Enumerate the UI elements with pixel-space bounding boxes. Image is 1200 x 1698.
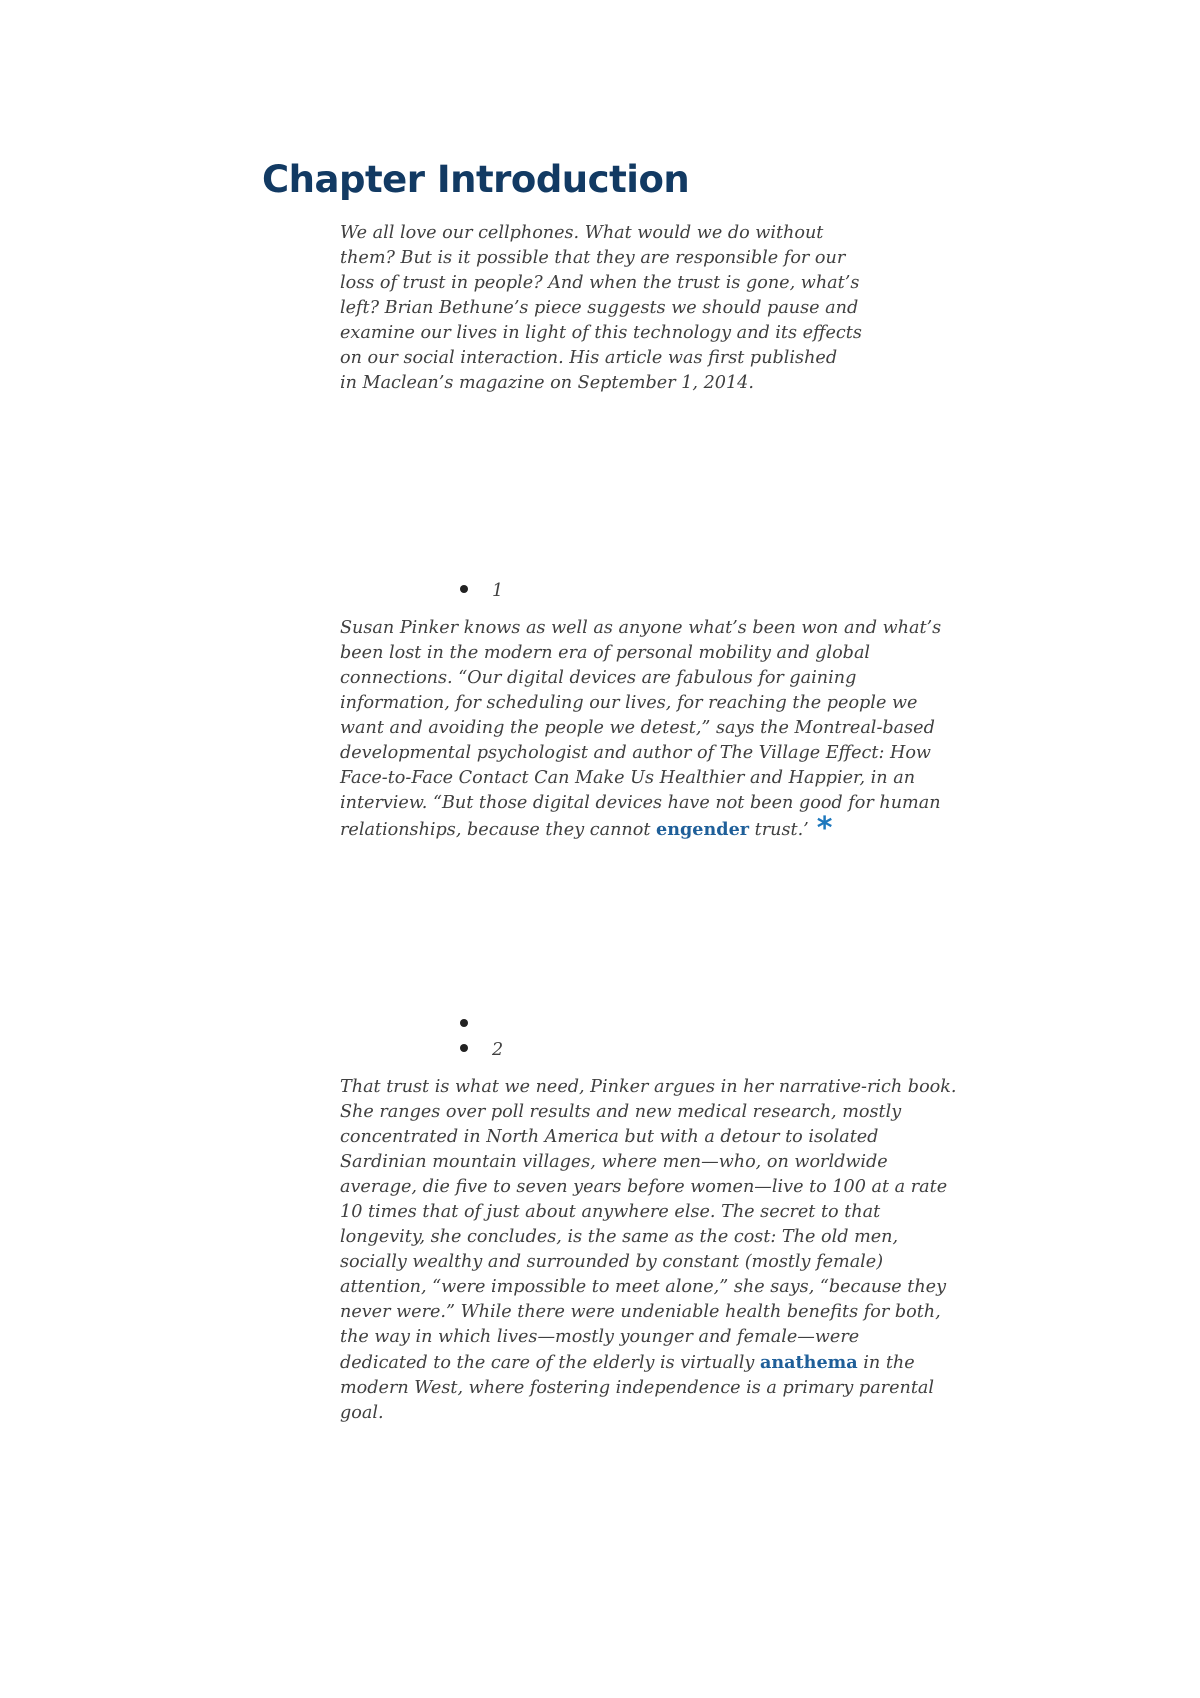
paragraph-line: longevity, she concludes, is the same as the cost: The old men,	[340, 1227, 899, 1247]
paragraph-line: the way in which lives—mostly younger and female—were	[340, 1327, 860, 1347]
paragraph-number-1	[460, 577, 503, 604]
paragraph-line: goal.	[340, 1403, 384, 1423]
paragraph-line: developmental psychologist and author of The Village Effect: How	[340, 743, 931, 763]
paragraph-number: 2	[492, 1040, 504, 1060]
chapter-title: Chapter Introduction	[262, 158, 690, 201]
paragraph-line: never were.” While there were undeniable health benefits for both,	[340, 1302, 941, 1322]
footnote-star-icon[interactable]: *	[816, 811, 833, 846]
paragraph-line: been lost in the modern era of personal mobility and global	[340, 643, 871, 663]
paragraph-number-2	[460, 1036, 503, 1063]
bullet-dot-icon	[460, 1019, 468, 1027]
paragraph-line-with-term	[340, 811, 941, 846]
paragraph-line: Susan Pinker knows as well as anyone what’s been won and what’s	[340, 618, 942, 638]
paragraph-line: She ranges over poll results and new medical research, mostly	[340, 1102, 902, 1122]
line-text: relationships, because they cannot	[340, 820, 657, 840]
intro-line: examine our lives in light of this technology and its effects	[340, 323, 862, 343]
glossary-term-anathema[interactable]: anathema	[759, 1352, 858, 1373]
paragraph-line: attention, “were impossible to meet alone,” she says, “because they	[340, 1277, 947, 1297]
paragraph-line: socially wealthy and surrounded by constant (mostly female)	[340, 1252, 884, 1272]
paragraph-line: Face-to-Face Contact Can Make Us Healthier and Happier, in an	[340, 768, 916, 788]
intro-line: in Maclean’s magazine on September 1, 2014.	[340, 373, 754, 393]
empty-list-item	[460, 1011, 468, 1036]
intro-line: them? But is it possible that they are responsible for our	[340, 248, 846, 268]
paragraph-number: 1	[492, 581, 504, 601]
paragraph-1	[340, 616, 942, 846]
line-text: dedicated to the care of the elderly is virtually	[340, 1353, 760, 1373]
paragraph-line: That trust is what we need, Pinker argues in her narrative-rich book.	[340, 1077, 957, 1097]
paragraph-line: average, die five to seven years before women—live to 100 at a rate	[340, 1177, 948, 1197]
intro-line: loss of trust in people? And when the trust is gone, what’s	[340, 273, 860, 293]
paragraph-line: concentrated in North America but with a detour to isolated	[340, 1127, 879, 1147]
paragraph-line: want and avoiding the people we detest,” says the Montreal-based	[340, 718, 935, 738]
paragraph-2	[340, 1075, 957, 1426]
paragraph-line: Sardinian mountain villages, where men—who, on worldwide	[340, 1152, 888, 1172]
intro-line: on our social interaction. His article was first published	[340, 348, 838, 368]
intro-line: left? Brian Bethune’s piece suggests we should pause and	[340, 298, 859, 318]
line-text: in the	[857, 1353, 915, 1373]
paragraph-line: information, for scheduling our lives, for reaching the people we	[340, 693, 918, 713]
line-text: trust.’	[749, 820, 809, 840]
paragraph-line: interview. “But those digital devices have not been good for human	[340, 793, 941, 813]
paragraph-line: modern West, where fostering independence is a primary parental	[340, 1378, 935, 1398]
bullet-dot-icon	[460, 585, 468, 593]
paragraph-line: 10 times that of just about anywhere else. The secret to that	[340, 1202, 881, 1222]
glossary-term-engender[interactable]: engender	[656, 819, 750, 840]
paragraph-line: connections. “Our digital devices are fabulous for gaining	[340, 668, 857, 688]
intro-paragraph	[340, 221, 862, 396]
bullet-dot-icon	[460, 1044, 468, 1052]
paragraph-line-with-term	[340, 1350, 957, 1376]
intro-line: We all love our cellphones. What would we do without	[340, 223, 824, 243]
